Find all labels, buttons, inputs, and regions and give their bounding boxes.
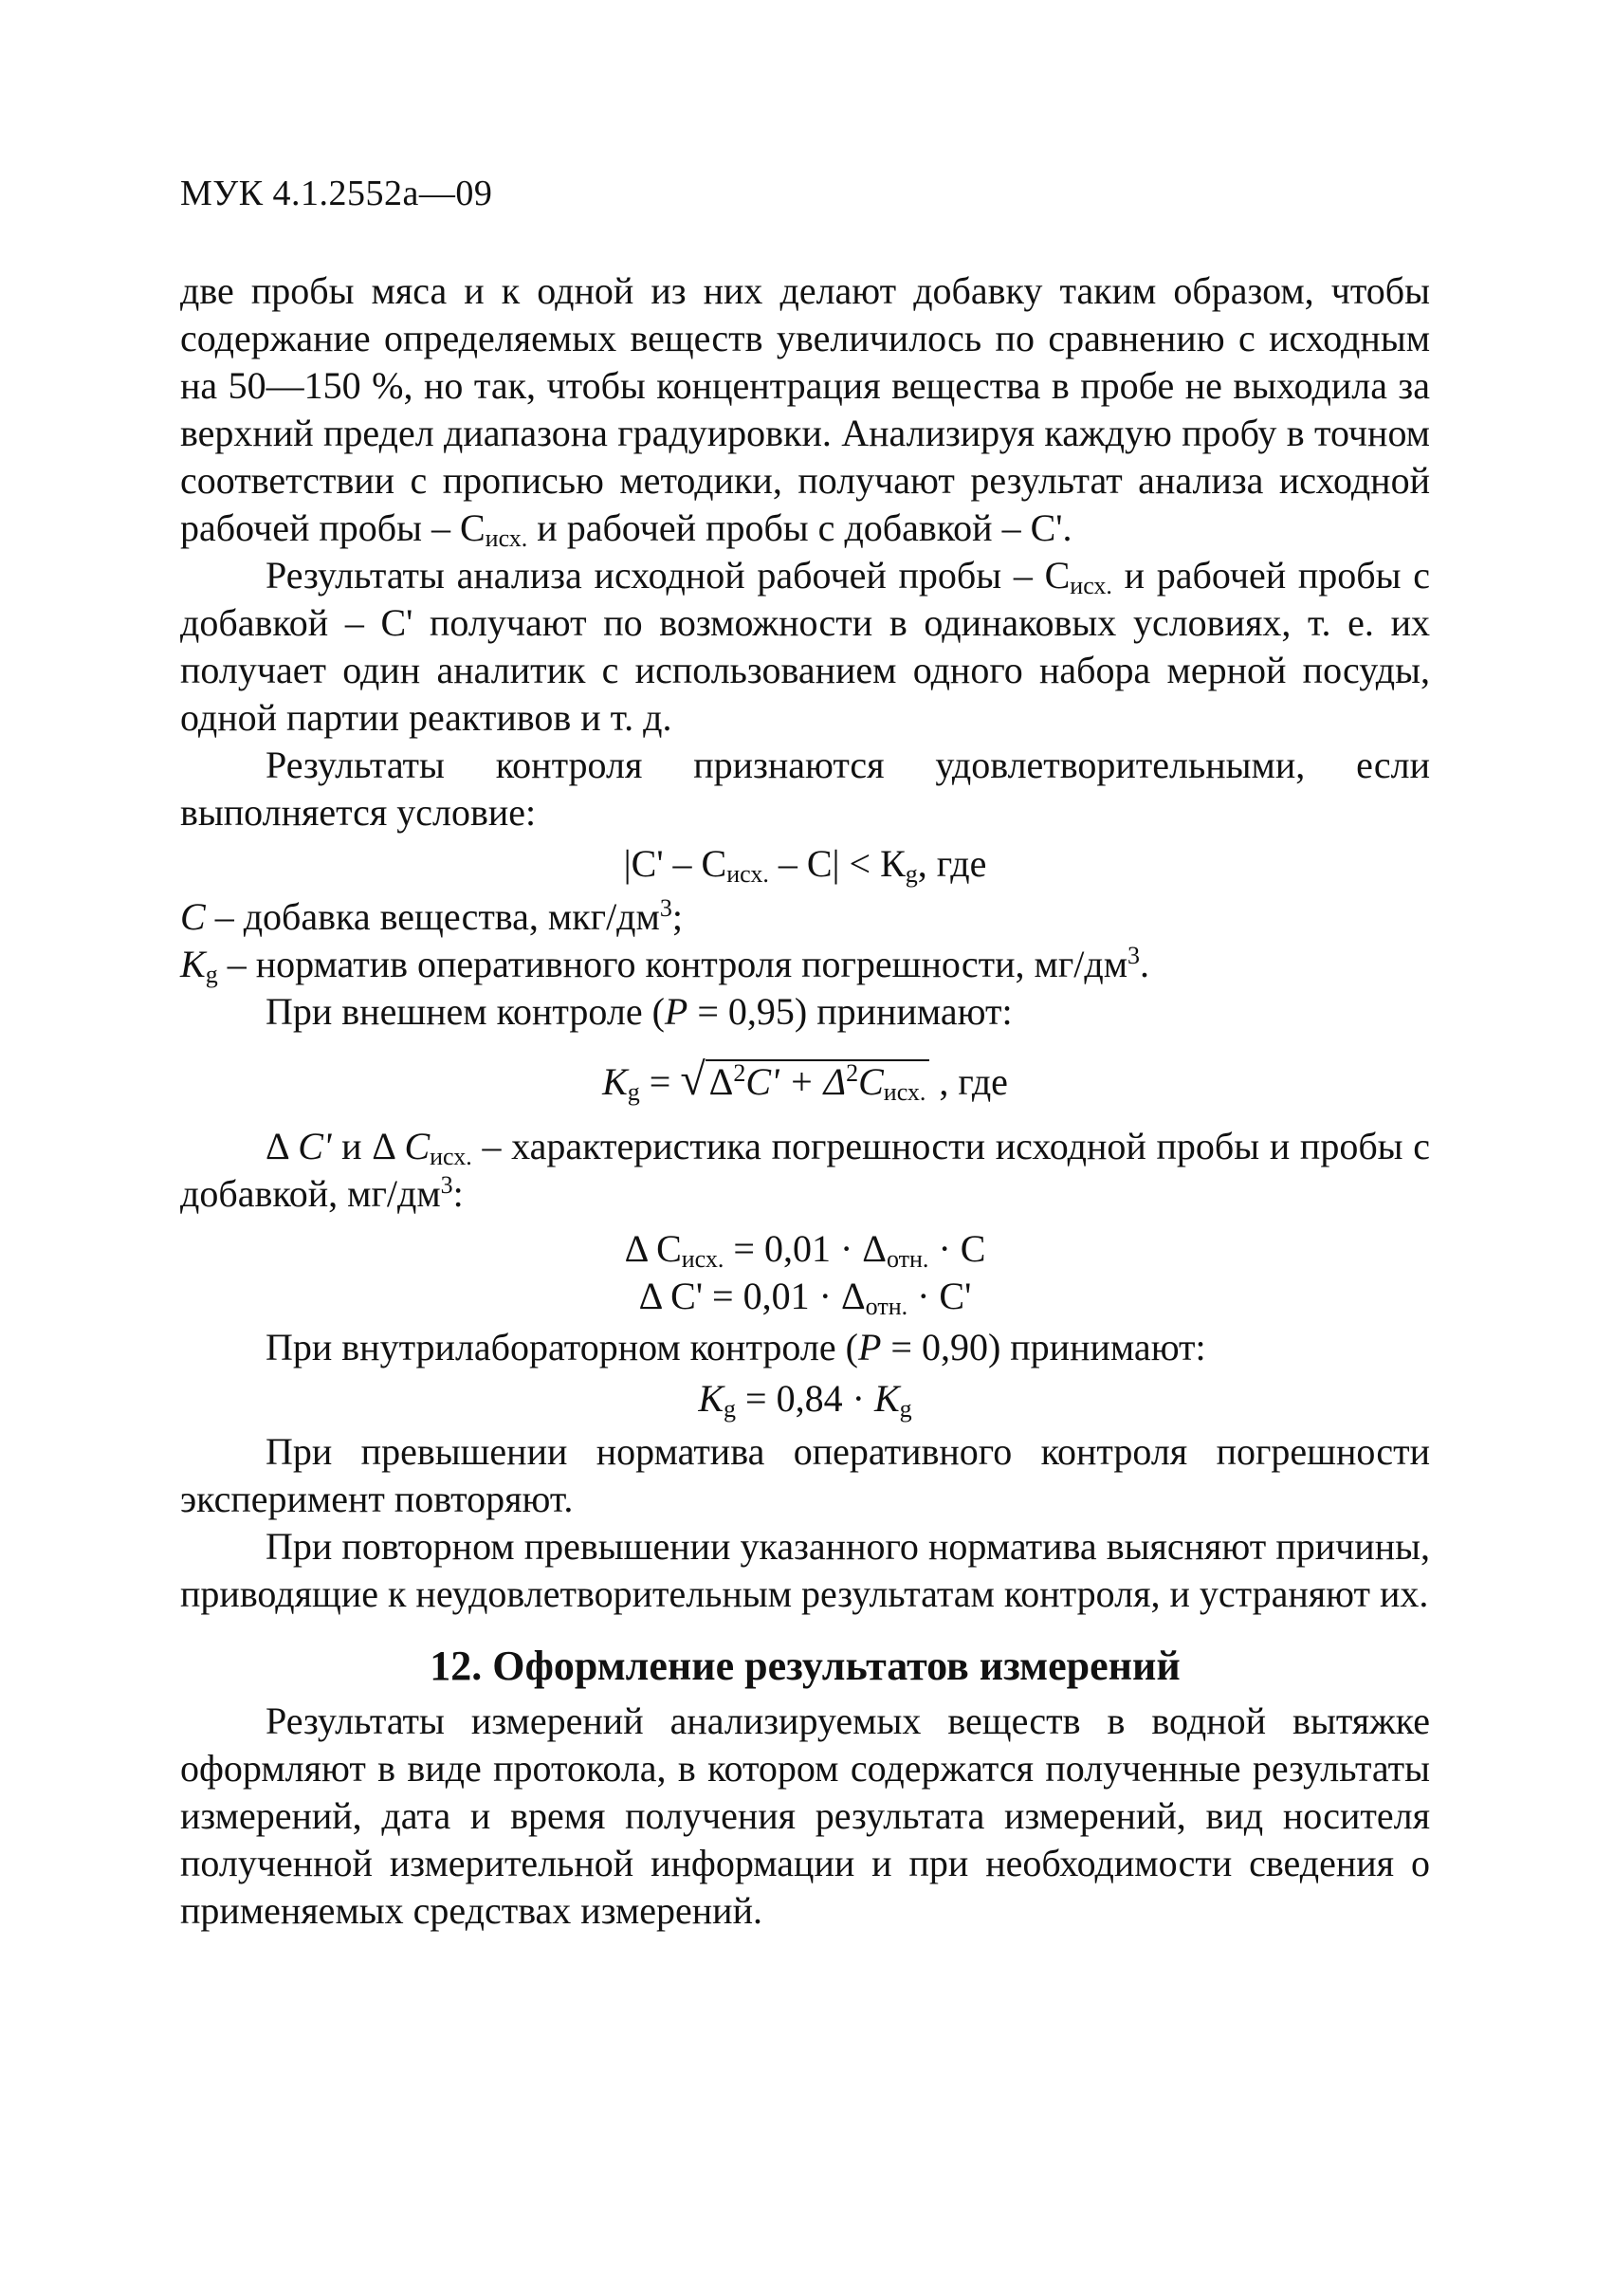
f2-rad-sup2: 2 [846,1059,859,1087]
radical-icon: √ [680,1055,706,1105]
f5-sub: g [724,1395,737,1423]
def2-symbol: K [180,943,206,985]
f2-rad-sup1: 2 [733,1059,746,1087]
f1-b: – С| < К [768,842,906,885]
paragraph-4 [180,988,1430,1036]
document-code-header: МУК 4.1.2552а—09 [180,174,493,213]
p5-d: : [452,1172,464,1215]
f3-a: Δ С [624,1227,682,1270]
paragraph-2 [180,552,1430,742]
f1-a: |С' – С [623,842,727,885]
p2-sub: исх. [1070,572,1112,599]
p5-a: Δ [266,1125,299,1167]
f5-a: K [698,1377,724,1420]
f1-sub2: g [905,860,918,888]
paragraph-1 [180,267,1430,552]
formula-condition [180,840,1430,888]
p4-p: Р [664,990,688,1033]
p1-text: две пробы мяса и к одной из них делают добавку таким образом, чтобы содержание определяемых веществ увеличилось по сравнению с исходным на 50—150 %, но так, чтобы концентрация вещества в пробе не выходила за верхний предел диапазона градуировки. Анализируя каждую пробу в точном соответствии с прописью методики, получают результат анализа исходной рабочей пробы – С [180,269,1430,549]
paragraph-3: Результаты контроля признаются удовлетворительными, если выполняется условие: [180,744,1430,834]
p5-b: и Δ [331,1125,405,1167]
def2-end: . [1140,943,1150,985]
f4-a: Δ С' = 0,01 · Δ [638,1275,866,1317]
p4-a: При внешнем контроле ( [266,990,665,1033]
f2-tail: , где [929,1060,1008,1103]
p6-p: Р [857,1326,882,1368]
f3-b: = 0,01 · Δ [724,1227,887,1270]
def1-text: – добавка вещества, мкг/дм [205,895,660,938]
f2-rad-b: C' + Δ [745,1060,847,1103]
p2-b: и рабочей пробы с добавкой – С' получают по возможности в одинаковых условиях, т. е. их получает один аналитик с использованием одного набора мерной посуды, одной партии реактивов и т. д. [180,554,1430,739]
f2-rad-sub: исх. [883,1078,926,1106]
document-body [180,267,1430,1935]
p1-sub: исх. [485,524,528,552]
f1-c: , где [917,842,987,885]
formula-kg-internal [180,1375,1430,1423]
f2-lhs-sub: g [627,1078,640,1106]
f2-eq: = [639,1060,681,1103]
f2-rad-a: Δ [708,1060,734,1103]
p6-b: = 0,90) принимают: [881,1326,1206,1368]
p5-c2: C [404,1125,431,1167]
p5-c: – характеристика погрешности исходной пробы и пробы с добавкой, мг/дм [180,1125,1431,1215]
p4-b: = 0,95) принимают: [687,990,1013,1033]
def2-text: – норматив оперативного контроля погрешности, мг/дм [217,943,1128,985]
p6-a: При внутрилабораторном контроле ( [266,1326,858,1368]
f5-c: K [873,1377,900,1420]
p5-c1: C' [298,1125,332,1167]
paragraph-9: Результаты измерений анализируемых веществ в водной вытяжке оформляют в виде протокола, в котором содержатся полученные результаты измерений, дата и время получения результата измерений, вид носителя полученной измерительной информации и при необходимости сведения о применяемых средствах измерений. [180,1699,1430,1932]
paragraph-7: При превышении норматива оперативного контроля погрешности эксперимент повторяют. [180,1430,1430,1520]
def1-symbol: С [180,895,206,938]
f4-sub: отн. [865,1293,908,1320]
f3-c: · С [928,1227,986,1270]
formula-delta-c-prime [180,1273,1430,1320]
paragraph-8: При повторном превышении указанного норматива выясняют причины, приводящие к неудовлетворительным результатам контроля, и устраняют их. [180,1525,1430,1615]
f1-sub: исх. [726,860,769,888]
def2-sub: g [205,961,218,988]
def2-sup: 3 [1127,942,1141,969]
f2-lhs: K [602,1060,628,1103]
p5-sup: 3 [440,1171,453,1199]
f3-sub: исх. [681,1245,724,1273]
paragraph-5 [180,1123,1430,1218]
section-heading: 12. Оформление результатов измерений [430,1643,1181,1689]
formula-delta-c-ish [180,1225,1430,1273]
formula-kg-sqrt [180,1056,1430,1106]
f3-sub2: отн. [887,1245,929,1273]
p5-sub: исх. [430,1143,472,1170]
def1-sup: 3 [659,894,672,922]
f2-rad-c: C [858,1060,884,1103]
paragraph-6 [180,1324,1430,1371]
f5-b: = 0,84 · [736,1377,874,1420]
f5-sub2: g [899,1395,912,1423]
def1-end: ; [671,895,683,938]
p1-end: и рабочей пробы с добавкой – С'. [527,506,1072,549]
definition-kg [180,941,1430,988]
definition-c [180,893,1430,941]
radicand [706,1059,930,1106]
f4-b: · С' [907,1275,972,1317]
p2-a: Результаты анализа исходной рабочей пробы – С [266,554,1071,597]
